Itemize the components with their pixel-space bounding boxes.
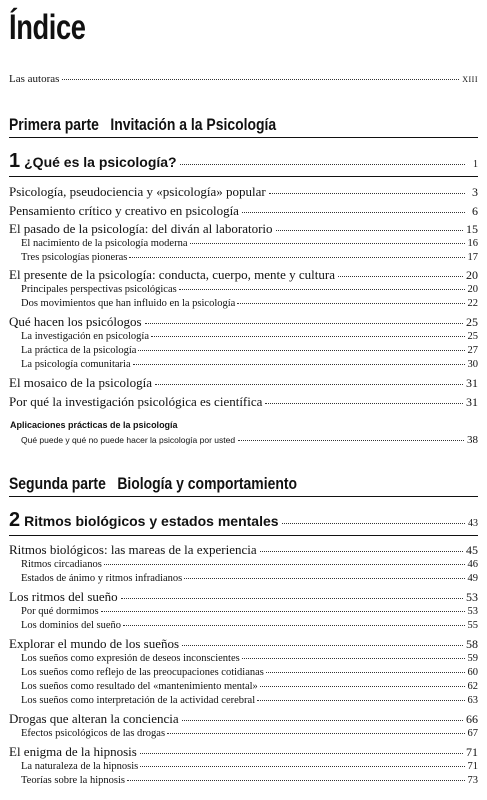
part-label: Primera parte bbox=[9, 115, 99, 134]
chapter-number: 2 bbox=[9, 509, 21, 531]
subsection-title: Los sueños como expresión de deseos inconscientes bbox=[21, 653, 240, 664]
toc-subsection[interactable] bbox=[9, 728, 478, 739]
subsection-title: Los dominios del sueño bbox=[21, 620, 122, 631]
page-title: Índice bbox=[9, 8, 86, 47]
chapter-number: 1 bbox=[9, 150, 21, 172]
page-number: 49 bbox=[467, 573, 478, 584]
dot-leader bbox=[276, 230, 463, 231]
toc-subsection[interactable] bbox=[9, 606, 478, 617]
toc-section[interactable] bbox=[9, 203, 478, 219]
dot-leader bbox=[260, 551, 463, 552]
dot-leader bbox=[62, 79, 459, 80]
entry-label: Las autoras bbox=[9, 73, 60, 85]
page-number: 46 bbox=[467, 559, 478, 570]
part-title: Biología y comportamiento bbox=[117, 474, 298, 493]
chapter-title: Ritmos biológicos y estados mentales bbox=[24, 513, 279, 529]
dot-leader bbox=[260, 686, 465, 687]
section-title: El enigma de la hipnosis bbox=[9, 744, 137, 759]
dot-leader bbox=[182, 645, 463, 646]
toc-subsection[interactable] bbox=[9, 695, 478, 706]
section-title: Qué hacen los psicólogos bbox=[9, 314, 142, 329]
subsection-title: La práctica de la psicología bbox=[21, 345, 137, 356]
page-number: 45 bbox=[466, 543, 478, 557]
dot-leader bbox=[179, 289, 465, 290]
page-number: 71 bbox=[466, 745, 478, 759]
toc-section[interactable] bbox=[9, 542, 478, 558]
toc-entry-authors[interactable] bbox=[9, 73, 478, 85]
dot-leader bbox=[140, 766, 464, 767]
dot-leader bbox=[184, 578, 464, 579]
dot-leader bbox=[101, 611, 465, 612]
dot-leader bbox=[155, 384, 463, 385]
section-title: El presente de la psicología: conducta, cuerpo, mente y cultura bbox=[9, 267, 335, 282]
subsection-title: Por qué dormimos bbox=[21, 606, 99, 617]
page-number: 17 bbox=[467, 252, 478, 263]
chapter-rule bbox=[9, 176, 478, 177]
toc-subsection[interactable] bbox=[9, 359, 478, 370]
page-number: 20 bbox=[466, 268, 478, 282]
subsection-title: Dos movimientos que han influido en la psicología bbox=[21, 298, 236, 309]
page-number: 31 bbox=[466, 395, 478, 409]
subsection-title: Efectos psicológicos de las drogas bbox=[21, 728, 166, 739]
subsection-title: Los sueños como reflejo de las preocupaciones cotidianas bbox=[21, 667, 264, 678]
subsection-title: Los sueños como resultado del «mantenimiento mental» bbox=[21, 681, 258, 692]
dot-leader bbox=[104, 564, 465, 565]
subsection-title: El nacimiento de la psicología moderna bbox=[21, 238, 188, 249]
chapter-2-entry[interactable] bbox=[9, 509, 478, 532]
dot-leader bbox=[190, 243, 465, 244]
toc-subsection[interactable] bbox=[9, 573, 478, 584]
chapter-rule bbox=[9, 535, 478, 536]
toc-subsection[interactable] bbox=[9, 345, 478, 356]
dot-leader bbox=[237, 303, 464, 304]
toc-subsection[interactable] bbox=[9, 331, 478, 342]
page-number: 53 bbox=[467, 606, 478, 617]
toc-subsection[interactable] bbox=[9, 667, 478, 678]
toc-subsection[interactable] bbox=[9, 620, 478, 631]
page-number: 73 bbox=[467, 775, 478, 786]
page-number: 6 bbox=[472, 204, 478, 218]
section-title: Por qué la investigación psicológica es científica bbox=[9, 394, 263, 409]
dot-leader bbox=[242, 212, 465, 213]
toc-subsection[interactable] bbox=[9, 238, 478, 249]
toc-subsection[interactable] bbox=[9, 284, 478, 295]
page-number: 20 bbox=[467, 284, 478, 295]
subsection-title: La naturaleza de la hipnosis bbox=[21, 761, 139, 772]
toc-section[interactable] bbox=[9, 184, 478, 200]
page-number: 59 bbox=[467, 653, 478, 664]
toc-subsection[interactable] bbox=[9, 761, 478, 772]
dot-leader bbox=[151, 336, 464, 337]
page-number: 27 bbox=[467, 345, 478, 356]
toc-section[interactable] bbox=[9, 636, 478, 652]
page-number: 15 bbox=[466, 222, 478, 236]
toc-section[interactable] bbox=[9, 394, 478, 410]
toc-section[interactable] bbox=[9, 744, 478, 760]
toc-subsection[interactable] bbox=[9, 653, 478, 664]
toc-section[interactable] bbox=[9, 221, 478, 237]
dot-leader bbox=[123, 625, 464, 626]
dot-leader bbox=[238, 440, 464, 441]
page-number: XIII bbox=[462, 75, 478, 84]
section-title: El pasado de la psicología: del diván al laboratorio bbox=[9, 221, 273, 236]
dot-leader bbox=[242, 658, 465, 659]
part-label: Segunda parte bbox=[9, 474, 106, 493]
dot-leader bbox=[338, 276, 463, 277]
page-number: 43 bbox=[468, 518, 478, 529]
section-title: El mosaico de la psicología bbox=[9, 375, 152, 390]
page-number: 30 bbox=[467, 359, 478, 370]
subsection-title: La psicología comunitaria bbox=[21, 359, 131, 370]
part-heading-2 bbox=[9, 474, 478, 497]
page-number: 38 bbox=[467, 434, 478, 446]
toc-subsection[interactable] bbox=[9, 559, 478, 570]
subsection-title: Estados de ánimo y ritmos infradianos bbox=[21, 573, 183, 584]
page-number: 31 bbox=[466, 376, 478, 390]
toc-section[interactable] bbox=[9, 589, 478, 605]
dot-leader bbox=[121, 598, 463, 599]
applications-heading: Aplicaciones prácticas de la psicología bbox=[10, 420, 178, 430]
dot-leader bbox=[265, 403, 463, 404]
section-title: Drogas que alteran la conciencia bbox=[9, 711, 179, 726]
section-title: Ritmos biológicos: las mareas de la experiencia bbox=[9, 542, 257, 557]
subsection-title: Los sueños como interpretación de la actividad cerebral bbox=[21, 695, 256, 706]
dot-leader bbox=[266, 672, 465, 673]
page-number: 58 bbox=[466, 637, 478, 651]
applications-item: Qué puede y qué no puede hacer la psicología por usted bbox=[21, 435, 236, 445]
dot-leader bbox=[138, 350, 464, 351]
page-number: 60 bbox=[467, 667, 478, 678]
dot-leader bbox=[180, 164, 465, 165]
section-title: Psicología, pseudociencia y «psicología» popular bbox=[9, 184, 266, 199]
part-heading-1 bbox=[9, 115, 478, 138]
toc-section[interactable] bbox=[9, 314, 478, 330]
dot-leader bbox=[145, 323, 463, 324]
subsection-title: Teorías sobre la hipnosis bbox=[21, 775, 125, 786]
dot-leader bbox=[167, 733, 464, 734]
toc-subsection[interactable] bbox=[9, 775, 478, 786]
page-number: 3 bbox=[472, 185, 478, 199]
page-number: 53 bbox=[466, 590, 478, 604]
page-number: 25 bbox=[467, 331, 478, 342]
toc-subsection[interactable] bbox=[9, 252, 478, 263]
subsection-title: Ritmos circadianos bbox=[21, 559, 102, 570]
dot-leader bbox=[129, 257, 464, 258]
page-number: 66 bbox=[466, 712, 478, 726]
toc-section[interactable] bbox=[9, 267, 478, 283]
dot-leader bbox=[257, 700, 464, 701]
chapter-1-entry[interactable] bbox=[9, 150, 478, 173]
page-number: 62 bbox=[467, 681, 478, 692]
page-number: 67 bbox=[467, 728, 478, 739]
toc-subsection[interactable] bbox=[9, 681, 478, 692]
page-number: 1 bbox=[473, 159, 478, 170]
toc-section[interactable] bbox=[9, 711, 478, 727]
subsection-title: Principales perspectivas psicológicas bbox=[21, 284, 177, 295]
section-title: Pensamiento crítico y creativo en psicología bbox=[9, 203, 239, 218]
applications-entry[interactable] bbox=[9, 434, 478, 446]
page-number: 16 bbox=[467, 238, 478, 249]
page-number: 71 bbox=[467, 761, 478, 772]
toc-subsection[interactable] bbox=[9, 298, 478, 309]
section-title: Explorar el mundo de los sueños bbox=[9, 636, 180, 651]
dot-leader bbox=[133, 364, 465, 365]
page-number: 55 bbox=[467, 620, 478, 631]
toc-section[interactable] bbox=[9, 375, 478, 391]
dot-leader bbox=[127, 780, 465, 781]
page-number: 25 bbox=[466, 315, 478, 329]
part-title: Invitación a la Psicología bbox=[110, 115, 277, 134]
subsection-title: La investigación en psicología bbox=[21, 331, 150, 342]
dot-leader bbox=[269, 193, 465, 194]
page-number: 63 bbox=[467, 695, 478, 706]
dot-leader bbox=[282, 523, 465, 524]
page-number: 22 bbox=[467, 298, 478, 309]
dot-leader bbox=[182, 720, 463, 721]
subsection-title: Tres psicologías pioneras bbox=[21, 252, 128, 263]
section-title: Los ritmos del sueño bbox=[9, 589, 118, 604]
chapter-title: ¿Qué es la psicología? bbox=[24, 154, 177, 170]
dot-leader bbox=[140, 753, 463, 754]
